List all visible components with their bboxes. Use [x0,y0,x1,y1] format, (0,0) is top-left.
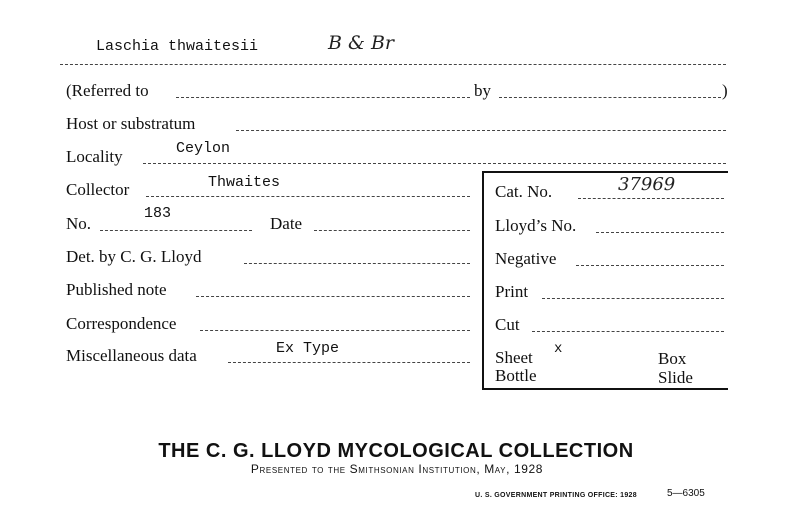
misc-data-line [228,362,470,363]
no-line [100,230,252,231]
det-by-label: Det. by C. G. Lloyd [66,247,202,266]
author-handwritten: B & Br [328,32,394,54]
no-label: No. [66,214,92,233]
referred-to-line [176,97,470,98]
collector-line [146,196,470,197]
species-line [60,64,726,65]
lloyds-no-label: Lloyd’s No. [495,216,577,235]
box-label: Box [658,349,687,368]
locality-line [143,163,726,164]
species-name: Laschia thwaitesii [96,38,259,55]
date-label: Date [270,214,303,233]
locality-value: Ceylon [176,140,231,157]
box-top-border [482,171,728,173]
bottle-label: Bottle [495,366,537,385]
cut-label: Cut [495,315,520,334]
by-line [499,97,721,98]
by-label: by [474,81,491,100]
printing-office-note: U. S. GOVERNMENT PRINTING OFFICE: 1928 [475,492,637,499]
no-value: 183 [144,205,172,222]
lloyds-no-line [596,232,724,233]
cat-no-line [578,198,724,199]
close-paren: ) [722,81,728,100]
sheet-label: Sheet [495,348,533,367]
collection-title: THE C. G. LLOYD MYCOLOGICAL COLLECTION [158,440,634,462]
sheet-mark: x [554,341,563,357]
host-line [236,130,726,131]
published-note-label: Published note [66,280,167,299]
slide-label: Slide [658,368,693,387]
det-by-line [244,263,470,264]
collector-label: Collector [66,180,130,199]
cat-no-label: Cat. No. [495,182,553,201]
cut-line [532,331,724,332]
date-line [314,230,470,231]
collection-subtitle: Presented to the Smithsonian Institution, May, 1928 [250,462,544,476]
form-number: 5—6305 [667,488,705,499]
box-left-border [482,171,484,389]
negative-line [576,265,724,266]
referred-to-label: (Referred to [66,81,149,100]
print-label: Print [495,282,529,301]
correspondence-label: Correspondence [66,314,177,333]
misc-data-value: Ex Type [276,340,340,357]
negative-label: Negative [495,249,557,268]
collector-value: Thwaites [208,174,281,191]
box-bottom-border [482,388,728,390]
print-line [542,298,724,299]
locality-label: Locality [66,147,123,166]
host-label: Host or substratum [66,114,196,133]
correspondence-line [200,330,470,331]
misc-data-label: Miscellaneous data [66,346,197,365]
published-note-line [196,296,470,297]
cat-no-value: 37969 [618,174,676,195]
